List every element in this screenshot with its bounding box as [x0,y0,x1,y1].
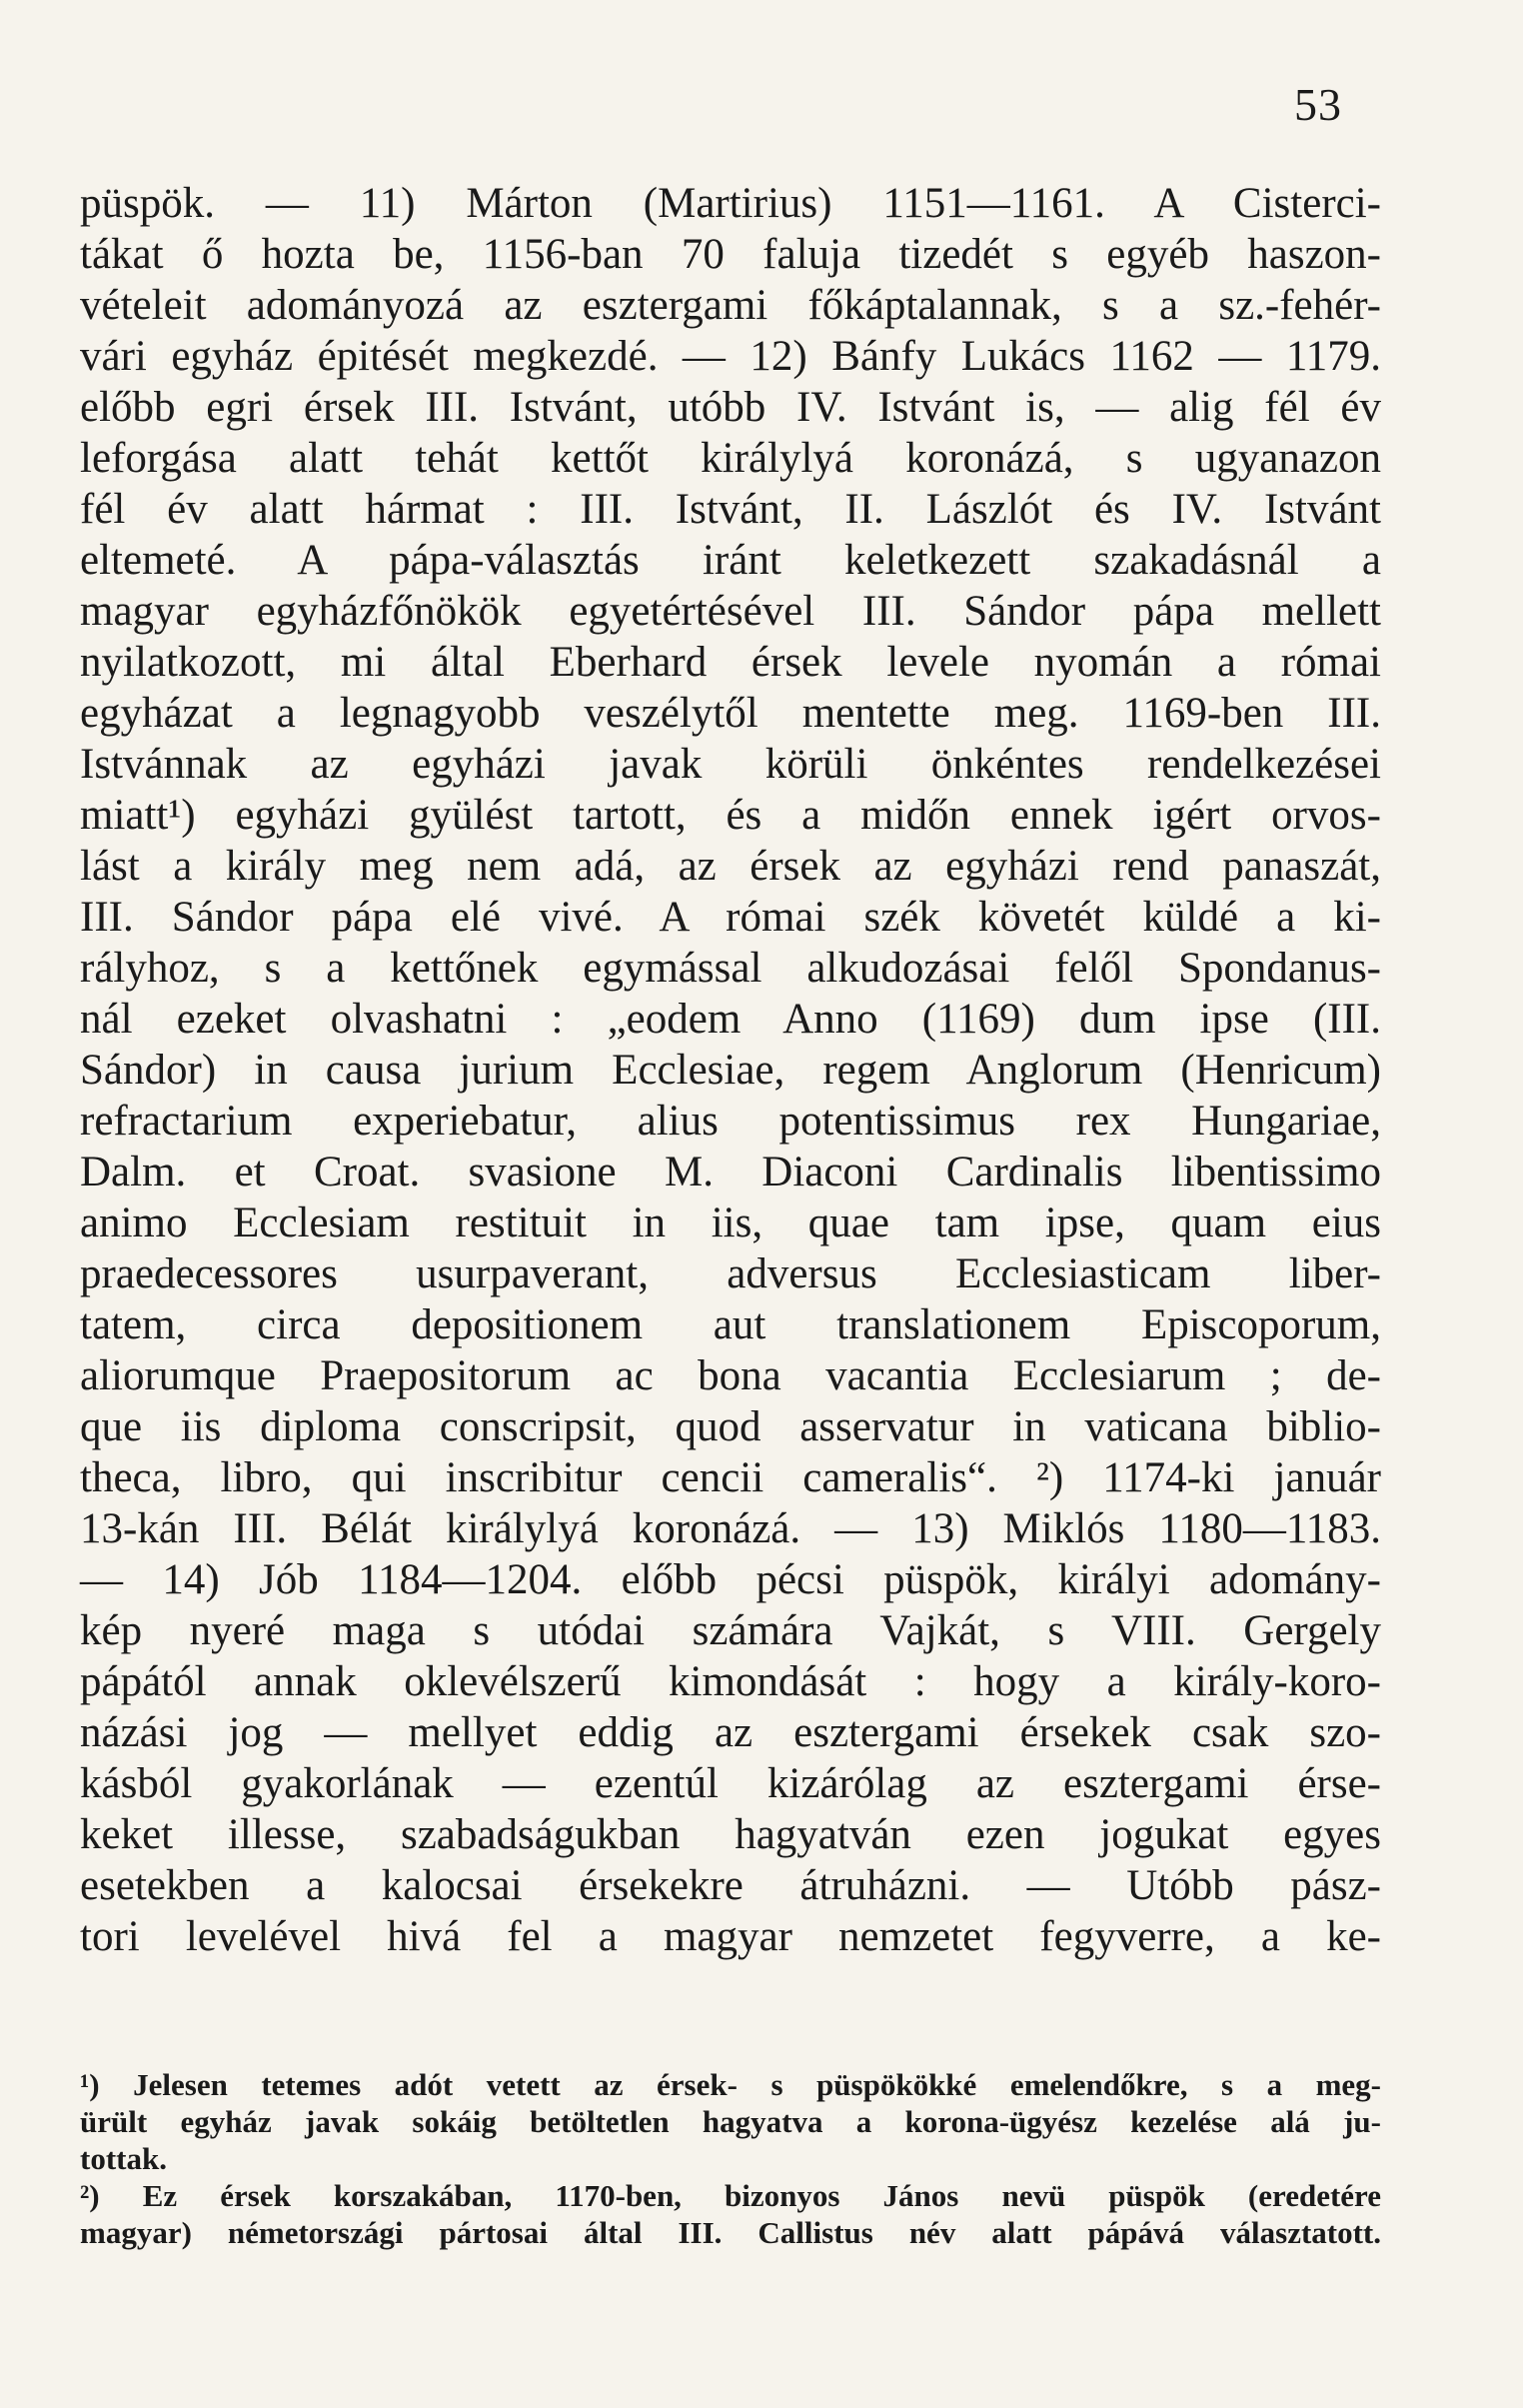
body-text [80,178,1381,1962]
text-line: animo Ecclesiam restituit in iis, quae tam ipse, quam eius [80,1200,1381,1246]
text-line: názási jog — mellyet eddig az esztergami érsekek csak szo- [80,1709,1381,1756]
text-line: kép nyeré maga s utódai számára Vajkát, s VIII. Gergely [80,1607,1381,1654]
text-line: magyar egyházfőnökök egyetértésével III. Sándor pápa mellett [80,588,1381,635]
text-line: Dalm. et Croat. svasione M. Diaconi Cardinalis libentissimo [80,1149,1381,1196]
text-line: nál ezeket olvashatni : „eodem Anno (1169) dum ipse (III. [80,996,1381,1043]
footnote-line: tottak. [80,2141,167,2176]
text-line: esetekben a kalocsai érsekekre átruházni. — Utóbb pász- [80,1862,1381,1909]
text-line: tori levelével hivá fel a magyar nemzetet fegyverre, a ke- [80,1913,1381,1960]
footnote-line: ¹) Jelesen tetemes adót vetett az érsek- s püspökökké emelendőkre, s a meg- [80,2067,1381,2102]
footnote-line: ²) Ez érsek korszakában, 1170-ben, bizonyos János nevü püspök (eredetére [80,2178,1381,2213]
text-line: 13-kán III. Bélát királylyá koronázá. — 13) Miklós 1180—1183. [80,1505,1381,1552]
text-line: refractarium experiebatur, alius potentissimus rex Hungariae, [80,1098,1381,1145]
text-line: előbb egri érsek III. Istvánt, utóbb IV. Istvánt is, — alig fél év [80,384,1381,431]
text-line: lást a király meg nem adá, az érsek az egyházi rend panaszát, [80,843,1381,890]
text-line: vételeit adományozá az esztergami főkáptalannak, s a sz.-fehér- [80,282,1381,329]
footnotes [80,2066,1381,2251]
text-line: egyházat a legnagyobb veszélytől mentette meg. 1169-ben III. [80,690,1381,737]
footnote-line: magyar) németországi pártosai által III. Callistus név alatt pápává választatott. [80,2215,1381,2250]
text-line: III. Sándor pápa elé vivé. A római szék követét küldé a ki- [80,894,1381,941]
text-line: kásból gyakorlának — ezentúl kizárólag az esztergami érse- [80,1760,1381,1807]
text-line: nyilatkozott, mi által Eberhard érsek levele nyomán a római [80,639,1381,686]
text-line: praedecessores usurpaverant, adversus Ecclesiasticam liber- [80,1250,1381,1297]
text-line: leforgása alatt tehát kettőt királylyá koronázá, s ugyanazon [80,435,1381,482]
page-number: 53 [1294,79,1342,130]
text-line: vári egyház épitését megkezdé. — 12) Bánfy Lukács 1162 — 1179. [80,333,1381,380]
text-line: que iis diploma conscripsit, quod asservatur in vaticana biblio- [80,1403,1381,1450]
text-line: miatt¹) egyházi gyülést tartott, és a midőn ennek igért orvos- [80,792,1381,839]
text-line: rályhoz, s a kettőnek egymással alkudozásai felől Spondanus- [80,945,1381,992]
text-line: Sándor) in causa jurium Ecclesiae, regem Anglorum (Henricum) [80,1047,1381,1094]
text-line: püspök. — 11) Márton (Martirius) 1151—1161. A Cisterci- [80,180,1381,227]
footnote-line: ürült egyház javak sokáig betöltetlen hagyatva a korona-ügyész kezelése alá ju- [80,2104,1381,2139]
text-line: tatem, circa depositionem aut translationem Episcoporum, [80,1301,1381,1348]
text-line: pápától annak oklevélszerű kimondását : hogy a király-koro- [80,1658,1381,1705]
text-line: eltemeté. A pápa-választás iránt keletkezett szakadásnál a [80,537,1381,584]
text-line: Istvánnak az egyházi javak körüli önkéntes rendelkezései [80,741,1381,788]
text-line: — 14) Jób 1184—1204. előbb pécsi püspök, királyi adomány- [80,1556,1381,1603]
text-line: aliorumque Praepositorum ac bona vacantia Ecclesiarum ; de- [80,1352,1381,1399]
text-line: theca, libro, qui inscribitur cencii cameralis“. ²) 1174-ki január [80,1454,1381,1501]
text-line: tákat ő hozta be, 1156-ban 70 faluja tizedét s egyéb haszon- [80,231,1381,278]
text-line: fél év alatt hármat : III. Istvánt, II. Lászlót és IV. Istvánt [80,486,1381,533]
text-line: keket illesse, szabadságukban hagyatván ezen jogukat egyes [80,1811,1381,1858]
